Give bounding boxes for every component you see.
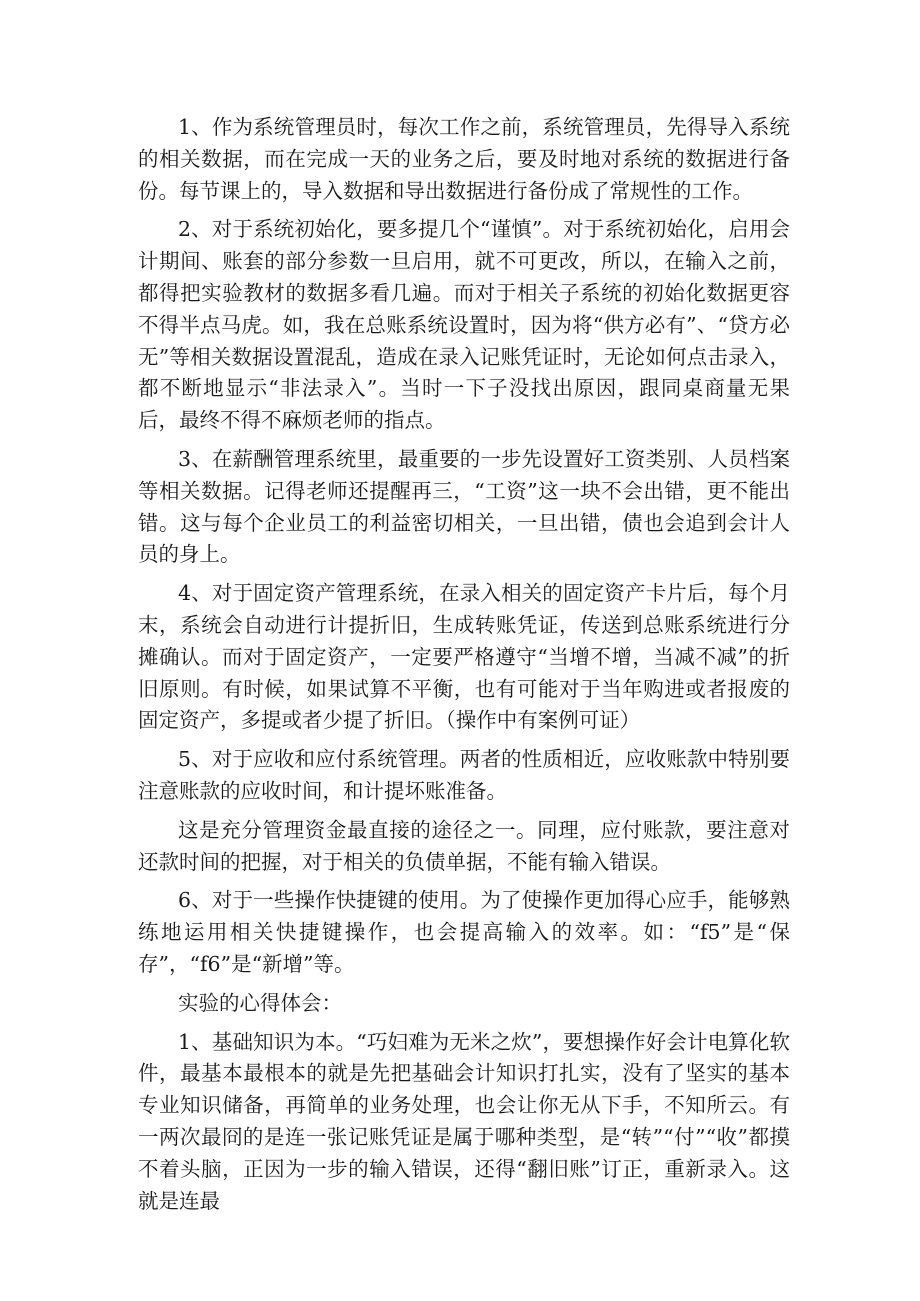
paragraph-payroll: 3、在薪酬管理系统里，最重要的一步先设置好工资类别、人员档案等相关数据。记得老师还提醒再三，“工资”这一块不会出错，更不能出错。这与每个企业员工的利益密切相关，一旦出错，债也会追到会计人员的身上。 (138, 446, 790, 567)
document-body (138, 112, 790, 1224)
paragraph-system-admin: 1、作为系统管理员时，每次工作之前，系统管理员，先得导入系统的相关数据，而在完成一天的业务之后，要及时地对系统的数据进行备份。每节课上的，导入数据和导出数据进行备份成了常规性的工作。 (138, 115, 790, 203)
paragraph-receivables: 5、对于应收和应付系统管理。两者的性质相近，应收账款中特别要注意账款的应收时间，和计提坏账准备。 (138, 747, 790, 803)
section-heading-reflections: 实验的心得体会： (178, 990, 342, 1015)
paragraph-system-init: 2、对于系统初始化，要多提几个“谨慎”。对于系统初始化，启用会计期间、账套的部分参数一旦启用，就不可更改，所以，在输入之前，都得把实验教材的数据多看几遍。而对于相关子系统的初始化数据更容不得半点马虎。如，我在总账系统设置时，因为将“供方必有”、“贷方必无”等相关数据设置混乱，造成在录入记账凭证时，无论如何点击录入，都不断地显示“非法录入”。当时一下子没找出原因，跟同桌商量无果后，最终不得不麻烦老师的指点。 (138, 217, 790, 433)
paragraph-fixed-assets: 4、对于固定资产管理系统，在录入相关的固定资产卡片后，每个月末，系统会自动进行计提折旧，生成转账凭证，传送到总账系统进行分摊确认。而对于固定资产，一定要严格遵守“当增不增，当减不减”的折旧原则。有时候，如果试算不平衡，也有可能对于当年购进或者报废的固定资产，多提或者少提了折旧。（操作中有案例可证） (138, 581, 790, 733)
paragraph-shortcuts: 6、对于一些操作快捷键的使用。为了使操作更加得心应手，能够熟练地运用相关快捷键操作，也会提高输入的效率。如：“f5”是“保存”，“f6”是“新增”等。 (138, 888, 790, 976)
paragraph-basic-knowledge: 1、基础知识为本。“巧妇难为无米之炊”，要想操作好会计电算化软件，最基本最根本的就是先把基础会计知识打扎实，没有了坚实的基本专业知识储备，再简单的业务处理，也会让你无从下手，不知所云。有一两次最冏的是连一张记账凭证是属于哪种类型，是“转”“付”“收”都摸不着头脑，正因为一步的输入错误，还得“翻旧账”订正，重新录入。这就是连最 (138, 1029, 790, 1213)
paragraph-payables: 这是充分管理资金最直接的途径之一。同理，应付账款，要注意对还款时间的把握，对于相关的负债单据，不能有输入错误。 (138, 817, 790, 874)
